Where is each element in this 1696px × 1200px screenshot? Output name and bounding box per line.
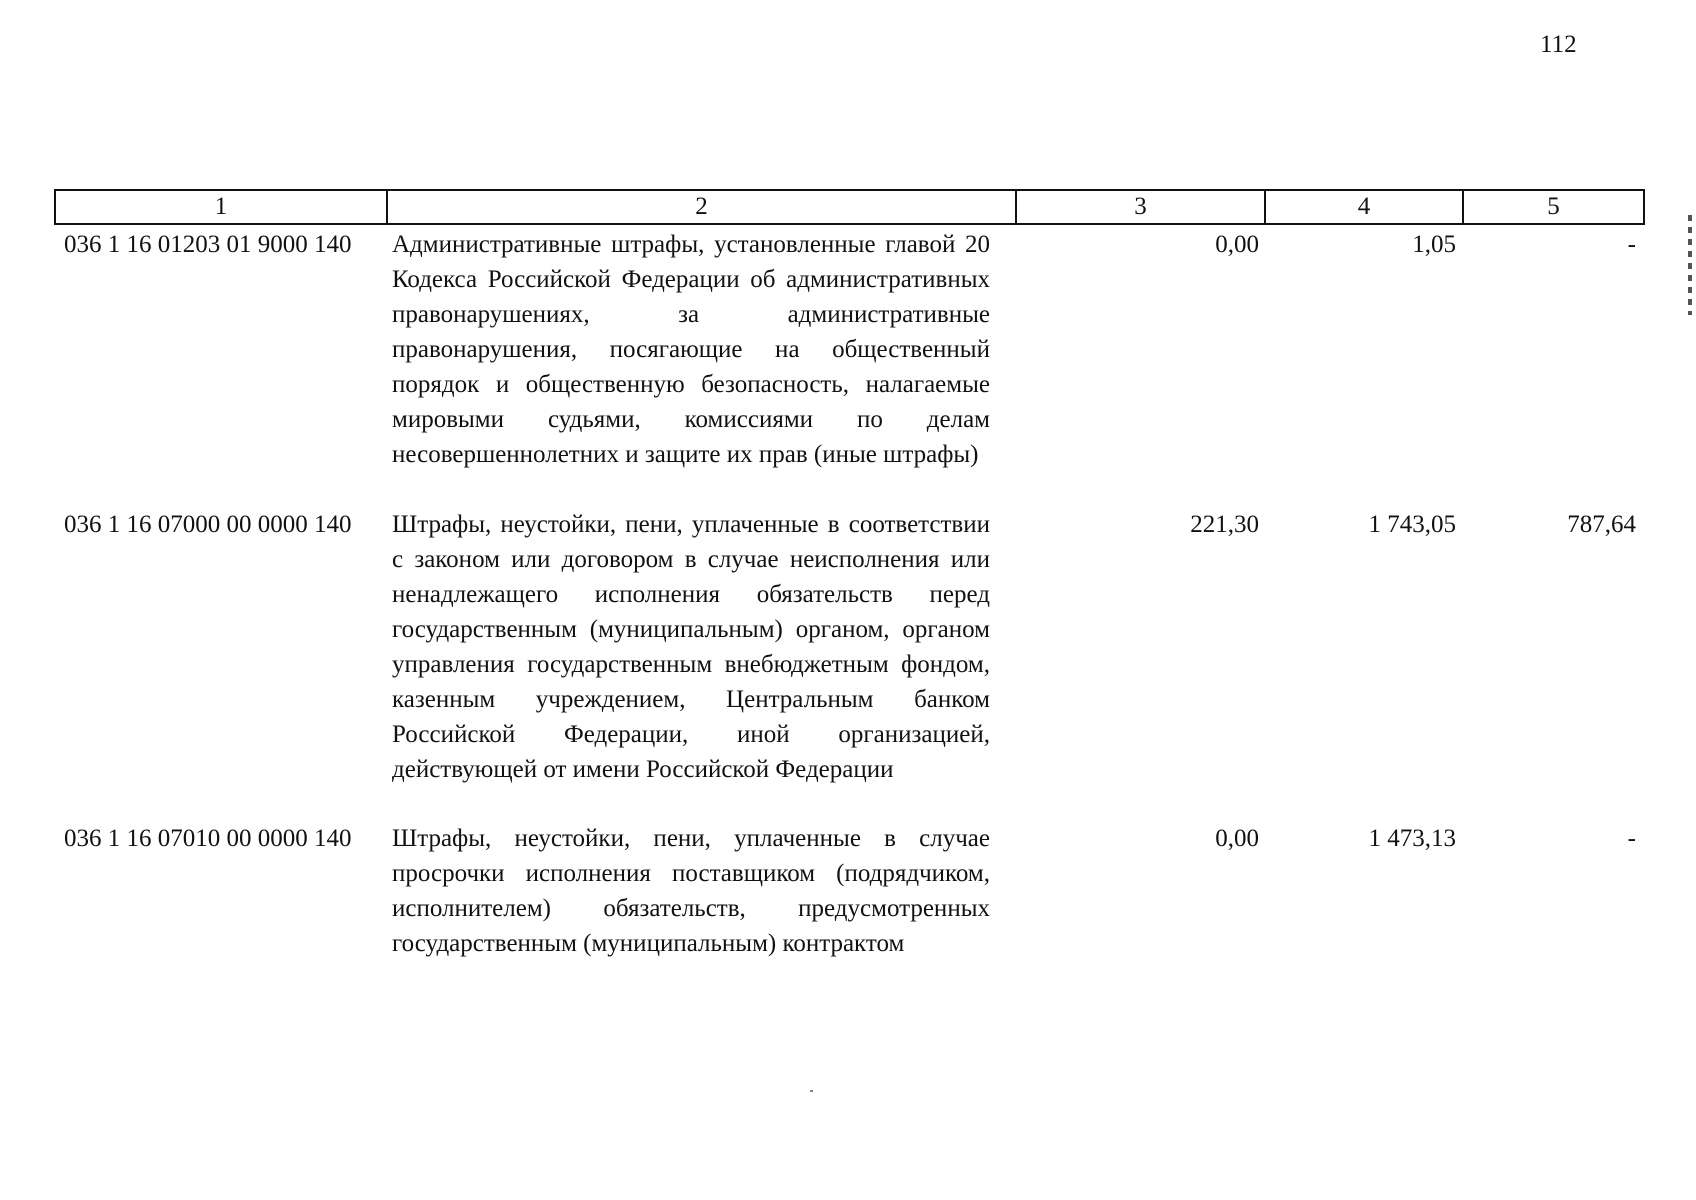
scan-edge-mark xyxy=(1688,215,1692,315)
row-col3-value: 0,00 xyxy=(1215,231,1259,258)
row-col5-value: - xyxy=(1627,825,1636,852)
row-col5-value: 787,64 xyxy=(1567,511,1636,538)
header-col-2: 2 xyxy=(387,190,1016,224)
page-number: 112 xyxy=(1540,31,1577,58)
row-col4-value: 1,05 xyxy=(1412,231,1456,258)
row-code: 036 1 16 07000 00 0000 140 xyxy=(64,511,352,538)
row-col4-value: 1 473,13 xyxy=(1368,825,1456,852)
header-col-5: 5 xyxy=(1463,190,1644,224)
row-description: Штрафы, неустойки, пени, уплаченные в случае просрочки исполнения поставщиком (подрядчиком, исполнителем) обязательств, предусмотренных государственным (муниципальным) контрактом xyxy=(392,825,990,957)
row-code: 036 1 16 01203 01 9000 140 xyxy=(64,231,352,258)
row-col4-value: 1 743,05 xyxy=(1368,511,1456,538)
table-header xyxy=(54,189,1645,225)
row-description: Штрафы, неустойки, пени, уплаченные в соответствии с законом или договором в случае неисполнения или ненадлежащего исполнения обязательств перед государственным (муниципальным) органом, органом управления государственным внебюджетным фондом, казенным учреждением, Центральным банком Российской Федерации, иной организацией, действующей от имени Российской Федерации xyxy=(392,511,990,783)
row-col3-value: 221,30 xyxy=(1190,511,1259,538)
row-col5-value: - xyxy=(1627,231,1636,258)
header-col-4: 4 xyxy=(1265,190,1463,224)
header-col-1: 1 xyxy=(55,190,387,224)
row-code: 036 1 16 07010 00 0000 140 xyxy=(64,825,352,852)
header-col-3: 3 xyxy=(1016,190,1265,224)
scan-dust-dot xyxy=(810,1090,813,1092)
row-description: Административные штрафы, установленные главой 20 Кодекса Российской Федерации об административных правонарушениях, за административные правонарушения, посягающие на общественный порядок и общественную безопасность, налагаемые мировыми судьями, комиссиями по делам несовершеннолетних и защите их прав (иные штрафы) xyxy=(392,231,990,468)
table-header-row xyxy=(55,190,1644,224)
row-col3-value: 0,00 xyxy=(1215,825,1259,852)
